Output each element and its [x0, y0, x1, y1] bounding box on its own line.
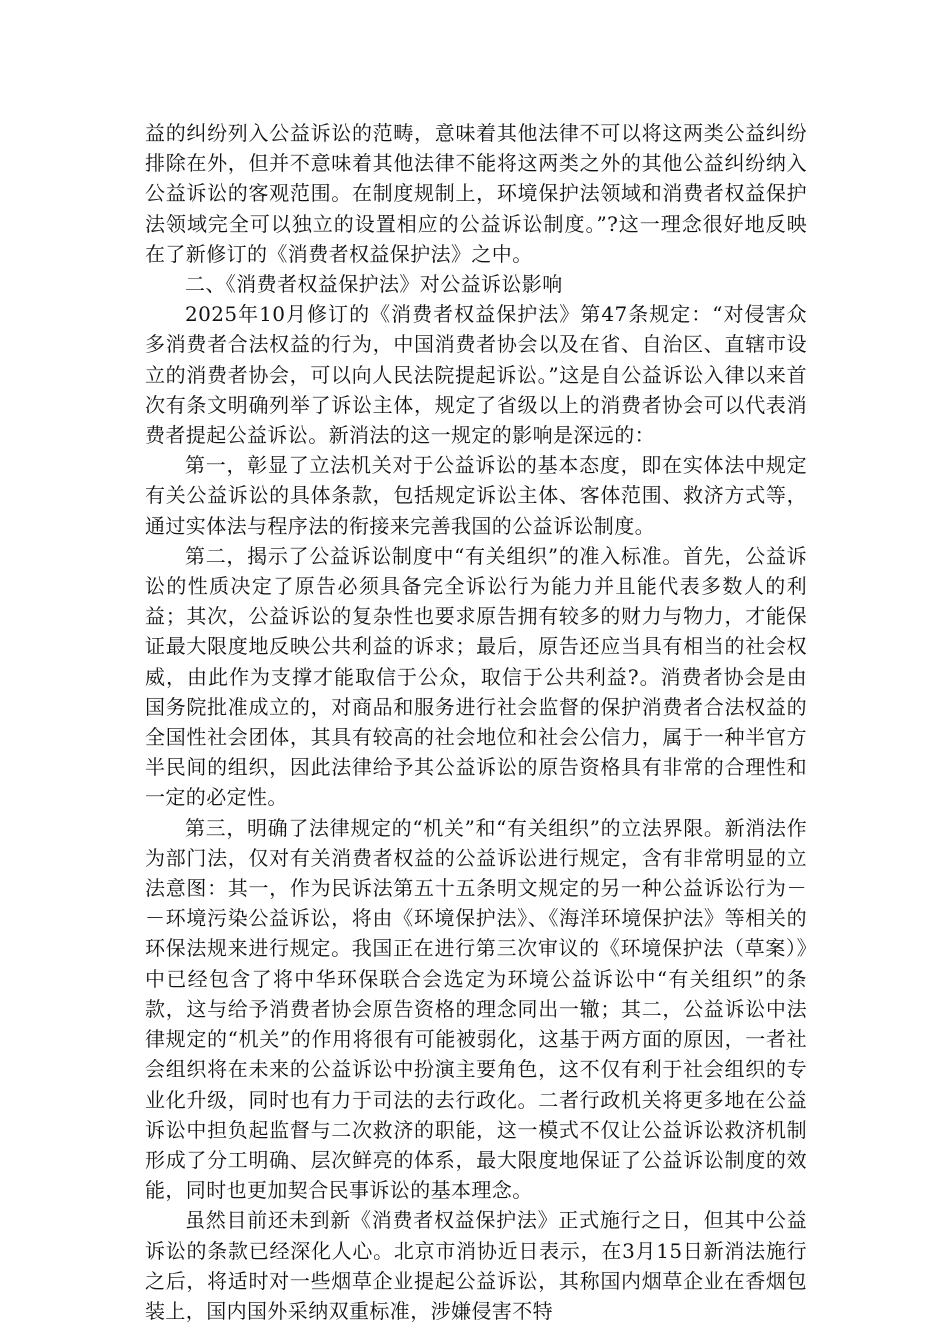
- paragraph-closing: 虽然目前还未到新《消费者权益保护法》正式施行之日，但其中公益诉讼的条款已经深化人心。北京市消协近日表示，在3月15日新消法施行之后，将适时对一些烟草企业提起公益诉讼，其称国内烟草企业在香烟包装上，国内国外采纳双重标准，涉嫌侵害不特: [145, 1208, 807, 1323]
- paragraph-third-point: 第三，明确了法律规定的“机关”和“有关组织”的立法界限。新消法作为部门法，仅对有关消费者权益的公益诉讼进行规定，含有非常明显的立法意图：其一，作为民诉法第五十五条明文规定的另一种公益诉讼行为－－环境污染公益诉讼，将由《环境保护法》、《海洋环境保护法》等相关的环保法规来进行规定。我国正在进行第三次审议的《环境保护法（草案）》中已经包含了将中华环保联合会选定为环境公益诉讼中“有关组织”的条款，这与给予消费者协会原告资格的理念同出一辙；其二，公益诉讼中法律规定的“机关”的作用将很有可能被弱化，这基于两方面的原因，一者社会组织将在未来的公益诉讼中扮演主要角色，这不仅有利于社会组织的专业化升级，同时也有力于司法的去行政化。二者行政机关将更多地在公益诉讼中担负起监督与二次救济的职能，这一模式不仅让公益诉讼救济机制形成了分工明确、层次鲜亮的体系，最大限度地保证了公益诉讼制度的效能，同时也更加契合民事诉讼的基本理念。: [145, 815, 807, 1203]
- paragraph-first-point: 第一，彰显了立法机关对于公益诉讼的基本态度，即在实体法中规定有关公益诉讼的具体条款，包括规定诉讼主体、客体范围、救济方式等，通过实体法与程序法的衔接来完善我国的公益诉讼制度。: [145, 453, 807, 538]
- paragraph-continuation: 益的纠纷列入公益诉讼的范畴，意味着其他法律不可以将这两类公益纠纷排除在外，但并不意味着其他法律不能将这两类之外的其他公益纠纷纳入公益诉讼的客观范围。在制度规制上，环境保护法领域和消费者权益保护法领域完全可以独立的设置相应的公益诉讼制度。”?这一理念很好地反映在了新修订的《消费者权益保护法》之中。: [145, 121, 807, 266]
- paragraph-article-47: 2025年10月修订的《消费者权益保护法》第47条规定：“对侵害众多消费者合法权益的行为，中国消费者协会以及在省、自治区、直辖市设立的消费者协会，可以向人民法院提起诉讼。”这是自公益诉讼入律以来首次有条文明确列举了诉讼主体，规定了省级以上的消费者协会可以代表消费者提起公益诉讼。新消法的这一规定的影响是深远的：: [145, 302, 807, 448]
- paragraph-second-point: 第二，揭示了公益诉讼制度中“有关组织”的准入标准。首先，公益诉讼的性质决定了原告必须具备完全诉讼行为能力并且能代表多数人的利益；其次，公益诉讼的复杂性也要求原告拥有较多的财力与物力，才能保证最大限度地反映公共利益的诉求；最后，原告还应当具有相当的社会权威，由此作为支撑才能取信于公众，取信于公共利益?。消费者协会是由国务院批准成立的，对商品和服务进行社会监督的保护消费者合法权益的全国性社会团体，其具有较高的社会地位和社会公信力，属于一种半官方半民间的组织，因此法律给予其公益诉讼的原告资格具有非常的合理性和一定的必定性。: [145, 543, 807, 810]
- document-page: [145, 118, 807, 1326]
- section-heading: 二、《消费者权益保护法》对公益诉讼影响: [185, 272, 563, 297]
